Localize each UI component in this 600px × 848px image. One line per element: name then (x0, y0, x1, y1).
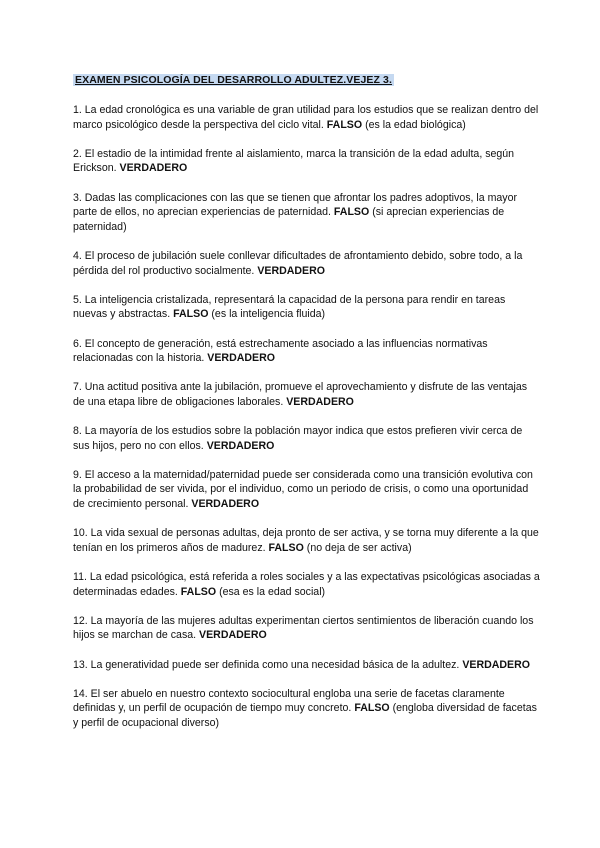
document-title: EXAMEN PSICOLOGÍA DEL DESARROLLO ADULTEZ.VEJEZ 3. (75, 74, 393, 86)
question-text: 6. El concepto de generación, está estrechamente asociado a las influencias normativas relacionadas con la historia. (73, 337, 488, 365)
question-text: 12. La mayoría de las mujeres adultas experimentan ciertos sentimientos de liberación cuando los hijos se marchan de casa. (73, 614, 534, 642)
question-text: 5. La inteligencia cristalizada, representará la capacidad de la persona para rendir en tareas nuevas y abstractas. (73, 293, 506, 321)
question-item (73, 147, 540, 176)
answer-label: VERDADERO (199, 629, 267, 642)
answer-label: FALSO (333, 206, 370, 219)
answer-note: (es la inteligencia fluida) (211, 308, 326, 321)
question-text: 3. Dadas las complicaciones con las que se tienen que afrontar los padres adoptivos, la mayor parte de ellos, no aprecian experiencias de paternidad. (73, 191, 518, 219)
question-text: 8. La mayoría de los estudios sobre la población mayor indica que estos prefieren vivir cerca de sus hijos, pero no con ellos. (73, 425, 523, 452)
question-text: 2. El estadio de la intimidad frente al aislamiento, marca la transición de la edad adulta, según Erickson. (73, 147, 515, 175)
answer-label: VERDADERO (206, 439, 275, 452)
answer-label: FALSO (326, 118, 363, 131)
answer-note: (esa es la edad social) (219, 585, 326, 598)
question-item (73, 191, 540, 235)
question-item (73, 687, 540, 731)
question-item (73, 337, 540, 366)
answer-label: FALSO (173, 308, 209, 321)
answer-label: FALSO (354, 702, 390, 715)
answer-label: VERDADERO (462, 658, 531, 671)
question-item (73, 380, 540, 409)
answer-label: FALSO (268, 541, 304, 554)
question-item (73, 293, 540, 322)
question-item (73, 614, 540, 643)
answer-label: VERDADERO (119, 162, 188, 175)
question-item (73, 658, 540, 673)
question-item (73, 468, 540, 512)
answer-note: (engloba diversidad de facetas y perfil de ocupacional diverso) (73, 702, 537, 729)
answer-label: FALSO (180, 585, 217, 598)
answer-note: (si aprecian experiencias de paternidad) (73, 206, 505, 233)
question-text: 13. La generatividad puede ser definida como una necesidad básica de la adultez. (73, 658, 460, 671)
question-item (73, 570, 540, 599)
question-text: 14. El ser abuelo en nuestro contexto sociocultural engloba una serie de facetas claramente definidas y, un perfil de ocupación de tiempo muy concreto. (73, 687, 505, 715)
answer-label: VERDADERO (286, 395, 354, 408)
question-list (73, 103, 540, 731)
question-item (73, 526, 540, 555)
question-text: 10. La vida sexual de personas adultas, deja pronto de ser activa, y se torna muy diferente a la que tenían en los primeros años de madurez. (73, 527, 539, 554)
question-text: 7. Una actitud positiva ante la jubilación, promueve el aprovechamiento y disfrute de las ventajas de una etapa libre de obligaciones laborales. (73, 381, 528, 408)
answer-label: VERDADERO (191, 498, 260, 511)
question-text: 1. La edad cronológica es una variable de gran utilidad para los estudios que se realizan dentro del marco psicológico desde la perspectiva del ciclo vital. (73, 104, 539, 131)
answer-label: VERDADERO (207, 352, 275, 365)
answer-note: (es la edad biológica) (365, 118, 466, 131)
question-item (73, 103, 540, 132)
answer-note: (no deja de ser activa) (306, 541, 412, 554)
question-text: 11. La edad psicológica, está referida a roles sociales y a las expectativas psicológicas asociadas a determinadas edades. (73, 571, 540, 598)
question-item (73, 424, 540, 453)
answer-label: VERDADERO (257, 264, 326, 277)
question-text: 4. El proceso de jubilación suele conllevar dificultades de afrontamiento debido, sobre todo, a la pérdida del rol productivo socialmente. (73, 249, 523, 277)
question-item (73, 249, 540, 278)
question-text: 9. El acceso a la maternidad/paternidad puede ser considerada como una transición evolutiva con la probabilidad de ser vivida, por el individuo, como un periodo de crisis, o como una oportunidad de crecimiento personal. (73, 468, 533, 511)
